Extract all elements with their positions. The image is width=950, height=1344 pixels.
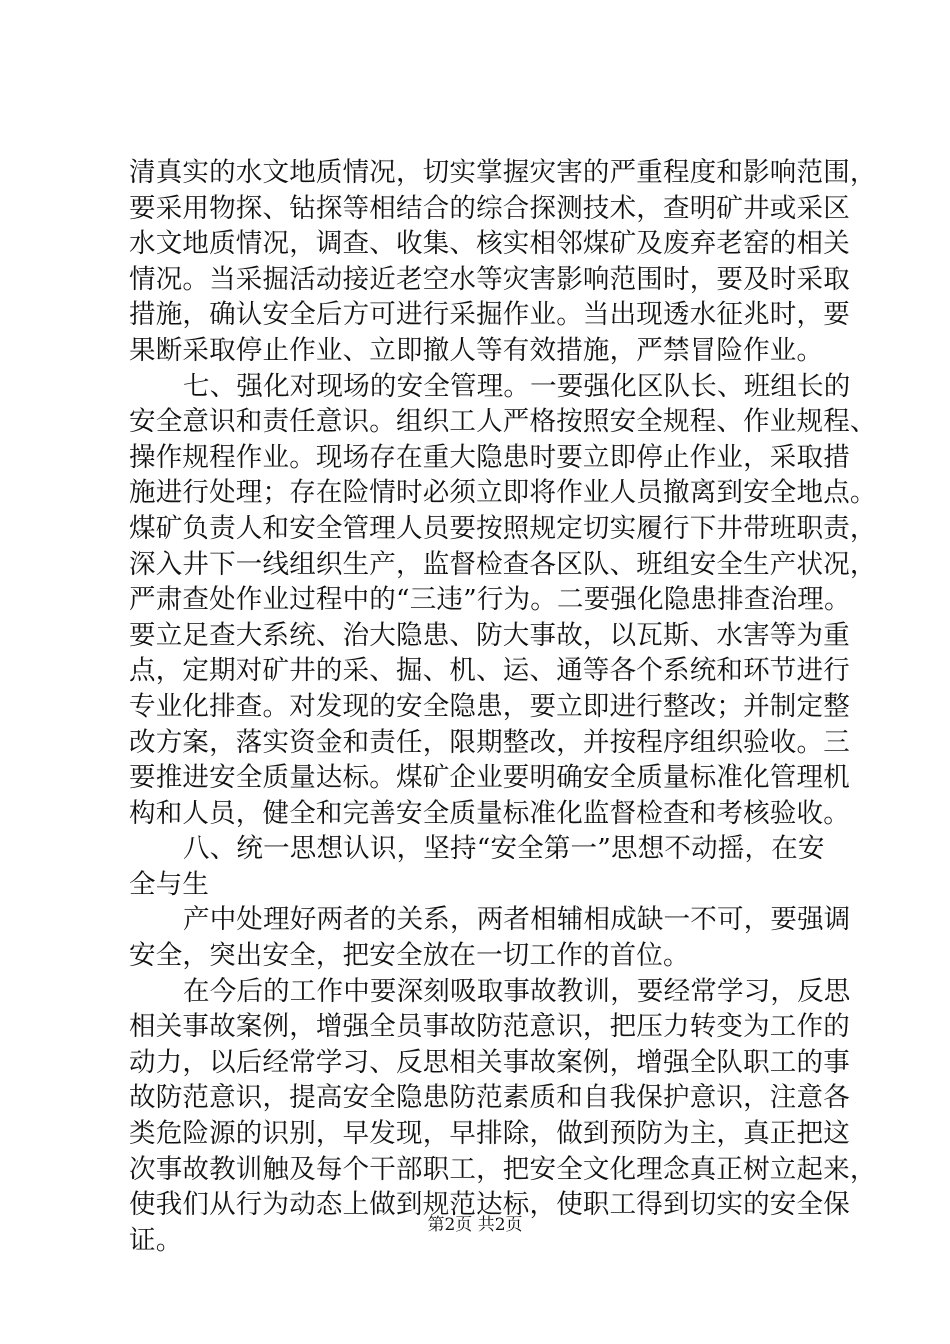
text-line: 措施，确认安全后方可进行采掘作业。当出现透水征兆时，要 <box>129 299 850 331</box>
text-line: 相关事故案例，增强全员事故防范意识，把压力转变为工作的 <box>129 1011 850 1043</box>
text-line: 构和人员，健全和完善安全质量标准化监督检查和考核验收。 <box>129 797 850 829</box>
text-line: 类危险源的识别，早发现，早排除，做到预防为主，真正把这 <box>129 1118 850 1150</box>
text-line: 操作规程作业。现场存在重大隐患时要立即停止作业，采取措 <box>129 441 850 473</box>
text-line: 清真实的水文地质情况，切实掌握灾害的严重程度和影响范围， <box>129 157 877 188</box>
page-footer: 第2页 共2页 <box>427 1215 523 1235</box>
text-line: 施进行处理；存在险情时必须立即将作业人员撤离到安全地点。 <box>129 477 877 509</box>
text-line: 情况。当采掘活动接近老空水等灾害影响范围时，要及时采取 <box>129 263 850 295</box>
text-line: 八、统一思想认识，坚持“安全第一”思想不动摇，在安 <box>183 833 825 865</box>
text-line: 次事故教训触及每个干部职工，把安全文化理念真正树立起来， <box>129 1153 877 1185</box>
text-line: 水文地质情况，调查、收集、核实相邻煤矿及废弃老窑的相关 <box>129 228 850 260</box>
text-line: 要采用物探、钻探等相结合的综合探测技术，查明矿井或采区 <box>129 192 850 224</box>
text-line: 证。 <box>129 1224 183 1256</box>
text-line: 果断采取停止作业、立即撤人等有效措施，严禁冒险作业。 <box>129 334 824 366</box>
text-line: 改方案，落实资金和责任，限期整改，并按程序组织验收。三 <box>129 726 850 758</box>
text-line: 点，定期对矿井的采、掘、机、运、通等各个系统和环节进行 <box>129 655 850 687</box>
text-line: 安全意识和责任意识。组织工人严格按照安全规程、作业规程、 <box>129 406 877 438</box>
text-line: 产中处理好两者的关系，两者相辅相成缺一不可，要强调 <box>183 904 851 936</box>
text-line: 要推进安全质量达标。煤矿企业要明确安全质量标准化管理机 <box>129 762 850 794</box>
text-line: 深入井下一线组织生产，监督检查各区队、班组安全生产状况， <box>129 548 877 580</box>
text-line: 使我们从行为动态上做到规范达标，使职工得到切实的安全保 <box>129 1189 850 1221</box>
text-line: 在今后的工作中要深刻吸取事故教训，要经常学习，反思 <box>183 975 851 1007</box>
text-line: 煤矿负责人和安全管理人员要按照规定切实履行下井带班职责， <box>129 512 877 544</box>
body-text <box>129 155 877 1258</box>
text-line: 要立足查大系统、治大隐患、防大事故，以瓦斯、水害等为重 <box>129 619 850 651</box>
text-line: 故防范意识，提高安全隐患防范素质和自我保护意识，注意各 <box>129 1082 850 1114</box>
text-line: 严肃查处作业过程中的“三违”行为。二要强化隐患排查治理。 <box>129 584 851 616</box>
text-line: 全与生 <box>129 868 210 900</box>
text-line: 安全，突出安全，把安全放在一切工作的首位。 <box>129 940 690 972</box>
text-line: 七、强化对现场的安全管理。一要强化区队长、班组长的 <box>183 370 851 402</box>
text-line: 动力，以后经常学习、反思相关事故案例，增强全队职工的事 <box>129 1046 850 1078</box>
text-line: 专业化排查。对发现的安全隐患，要立即进行整改；并制定整 <box>129 690 850 722</box>
